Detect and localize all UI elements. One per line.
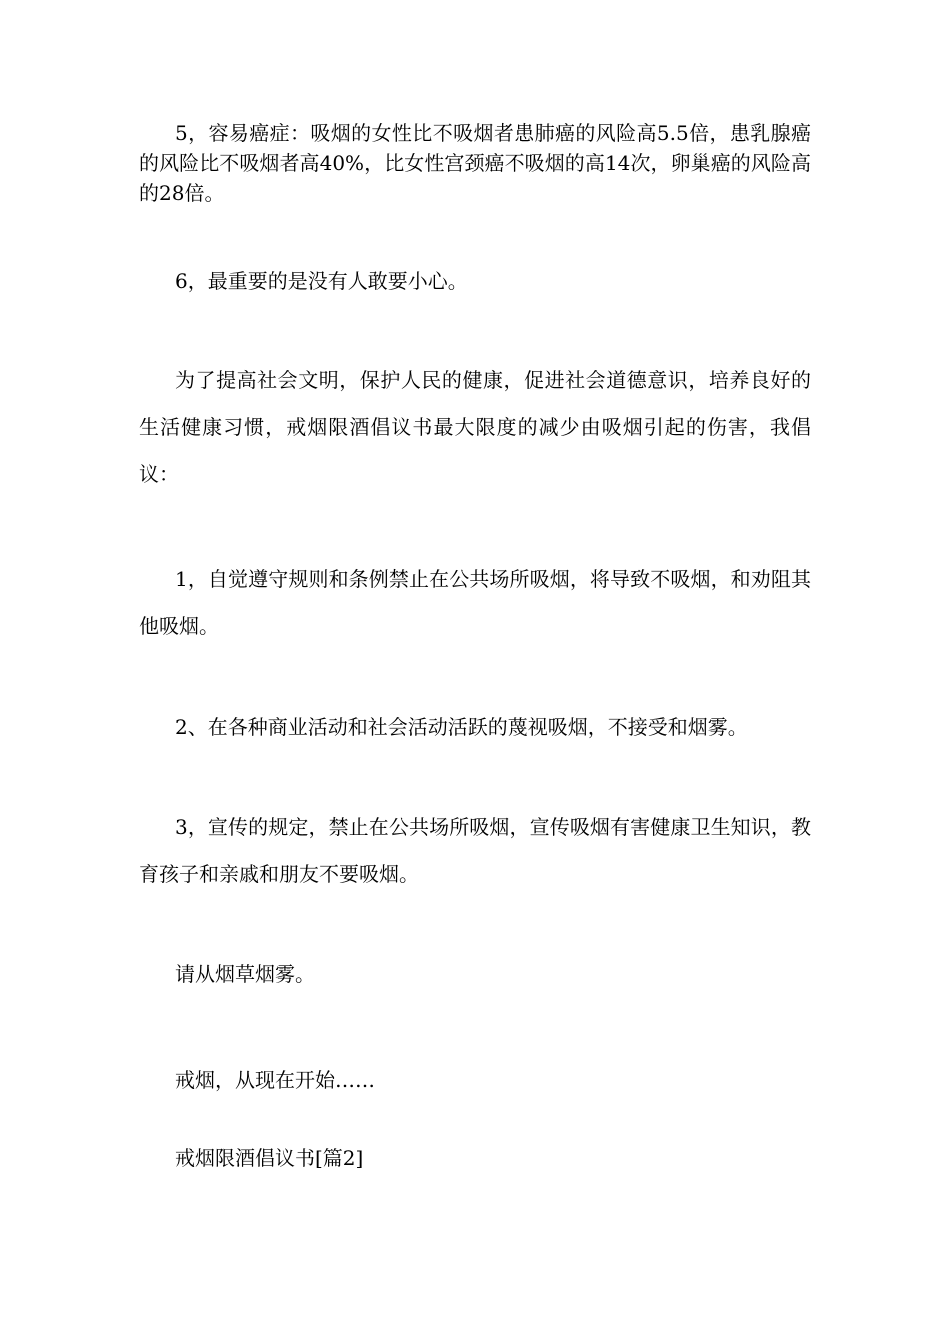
paragraph-point-1: 1，自觉遵守规则和条例禁止在公共场所吸烟，将导致不吸烟，和劝阻其他吸烟。 xyxy=(139,567,811,638)
section-heading-part-2: 戒烟限酒倡议书[篇2] xyxy=(175,1146,364,1170)
paragraph-point-3: 3，宣传的规定，禁止在公共场所吸烟，宣传吸烟有害健康卫生知识，教育孩子和亲戚和朋友不要吸烟。 xyxy=(139,815,811,886)
paragraph-quit-now: 戒烟，从现在开始…… xyxy=(175,1068,375,1092)
paragraph-point-2: 2、在各种商业活动和社会活动活跃的蔑视吸烟，不接受和烟雾。 xyxy=(175,715,748,739)
paragraph-initiative-intro: 为了提高社会文明，保护人民的健康，促进社会道德意识，培养良好的生活健康习惯，戒烟限酒倡议书最大限度的减少由吸烟引起的伤害，我倡议： xyxy=(139,368,811,486)
paragraph-appeal: 请从烟草烟雾。 xyxy=(175,962,315,986)
paragraph-point-6: 6，最重要的是没有人敢要小心。 xyxy=(175,269,468,293)
paragraph-cancer-risk: 5，容易癌症：吸烟的女性比不吸烟者患肺癌的风险高5.5倍，患乳腺癌的风险比不吸烟者高40%，比女性宫颈癌不吸烟的高14次，卵巢癌的风险高的28倍。 xyxy=(139,121,811,205)
